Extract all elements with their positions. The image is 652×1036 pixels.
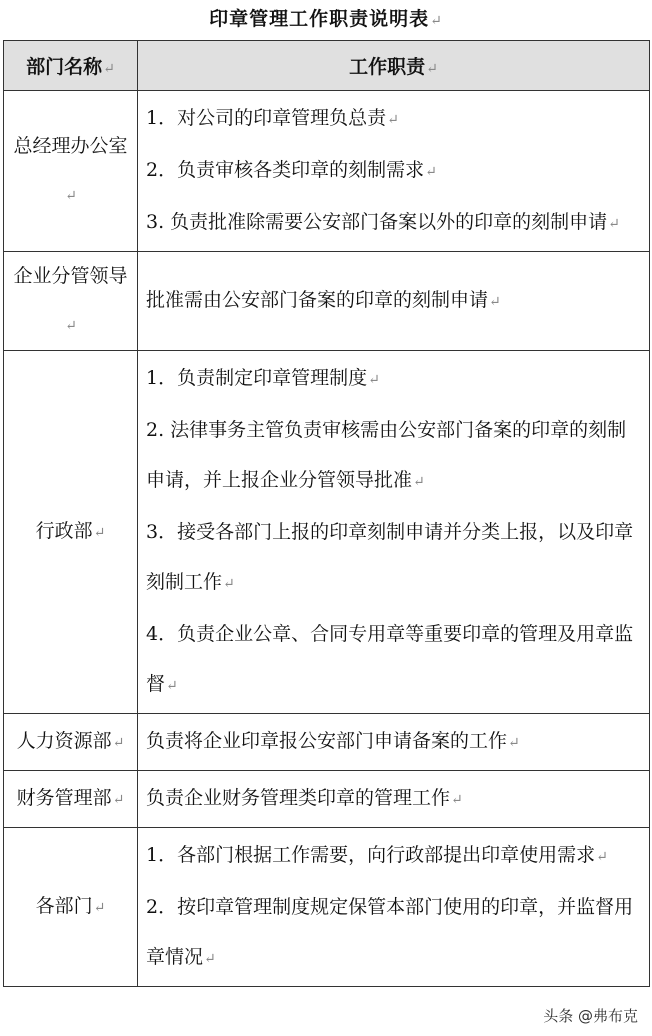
duty-text: 1．各部门根据工作需要，向行政部提出印章使用需求 <box>146 844 596 866</box>
duty-text: 1．对公司的印章管理负总责 <box>146 107 387 129</box>
header-dept <box>4 41 138 91</box>
duty-text: 3. 负责批准除需要公安部门备案以外的印章的刻制申请 <box>146 211 608 233</box>
duty-item <box>146 93 645 145</box>
duty-text: 2．负责审核各类印章的刻制需求 <box>146 159 425 181</box>
duty-cell <box>138 828 650 987</box>
dept-name: 各部门 <box>35 895 93 917</box>
watermark: 头条 @弗布克 <box>543 1007 638 1025</box>
dept-cell <box>4 351 138 714</box>
dept-name: 行政部 <box>35 520 93 542</box>
duty-item <box>146 405 645 507</box>
duty-text: 1．负责制定印章管理制度 <box>146 367 368 389</box>
return-mark-icon: ↵ <box>508 735 520 751</box>
duty-cell <box>138 714 650 771</box>
duty-item <box>146 507 645 609</box>
return-mark-icon: ↵ <box>426 61 438 77</box>
table-header-row <box>4 41 650 91</box>
return-mark-icon: ↵ <box>204 951 216 967</box>
duty-cell <box>138 252 650 351</box>
duty-cell <box>138 771 650 828</box>
title-text: 印章管理工作职责说明表 <box>209 8 430 30</box>
return-mark-icon: ↵ <box>430 13 443 29</box>
duty-text: 负责将企业印章报公安部门申请备案的工作 <box>146 730 508 752</box>
duty-item <box>146 197 645 249</box>
duty-item <box>146 716 645 768</box>
table-row <box>4 828 650 987</box>
return-mark-icon: ↵ <box>596 849 608 865</box>
duty-item <box>146 353 645 405</box>
dept-cell <box>4 828 138 987</box>
header-duty-label: 工作职责 <box>349 56 426 78</box>
return-mark-icon: ↵ <box>93 900 106 916</box>
duty-item <box>146 609 645 711</box>
table-row <box>4 771 650 828</box>
dept-cell <box>4 714 138 771</box>
dept-name: 企业分管领导 <box>13 265 128 287</box>
duty-item <box>146 882 645 984</box>
dept-cell <box>4 91 138 252</box>
duty-item <box>146 773 645 825</box>
table-row <box>4 252 650 351</box>
table-body <box>4 91 650 987</box>
duty-text: 4．负责企业公章、合同专用章等重要印章的管理及用章监督 <box>146 623 634 695</box>
return-mark-icon: ↵ <box>368 372 380 388</box>
dept-cell <box>4 771 138 828</box>
duty-item <box>146 830 645 882</box>
table-row <box>4 91 650 252</box>
duty-text: 负责企业财务管理类印章的管理工作 <box>146 787 451 809</box>
return-mark-icon: ↵ <box>489 294 501 310</box>
return-mark-icon: ↵ <box>65 318 77 334</box>
return-mark-icon: ↵ <box>451 792 463 808</box>
duty-table <box>3 40 650 987</box>
dept-name: 财务管理部 <box>16 787 112 809</box>
duty-item <box>146 275 645 327</box>
duty-text: 2．按印章管理制度规定保管本部门使用的印章，并监督用章情况 <box>146 896 634 968</box>
return-mark-icon: ↵ <box>112 735 125 751</box>
return-mark-icon: ↵ <box>166 678 178 694</box>
page-title <box>0 4 652 31</box>
duty-text: 2. 法律事务主管负责审核需由公安部门备案的印章的刻制申请，并上报企业分管领导批准 <box>146 419 627 491</box>
duty-item <box>146 145 645 197</box>
header-dept-label: 部门名称 <box>26 56 103 78</box>
table-row <box>4 351 650 714</box>
return-mark-icon: ↵ <box>413 474 425 490</box>
duty-cell <box>138 91 650 252</box>
dept-cell <box>4 252 138 351</box>
table-row <box>4 714 650 771</box>
return-mark-icon: ↵ <box>608 216 620 232</box>
header-duty <box>138 41 650 91</box>
duty-cell <box>138 351 650 714</box>
return-mark-icon: ↵ <box>223 576 235 592</box>
dept-name: 人力资源部 <box>16 730 112 752</box>
return-mark-icon: ↵ <box>93 525 106 541</box>
return-mark-icon: ↵ <box>425 164 437 180</box>
duty-text: 3．接受各部门上报的印章刻制申请并分类上报，以及印章刻制工作 <box>146 521 634 593</box>
return-mark-icon: ↵ <box>65 188 77 204</box>
return-mark-icon: ↵ <box>387 112 399 128</box>
return-mark-icon: ↵ <box>112 792 125 808</box>
return-mark-icon: ↵ <box>103 61 115 77</box>
dept-name: 总经理办公室 <box>13 135 128 157</box>
duty-text: 批准需由公安部门备案的印章的刻制申请 <box>146 289 489 311</box>
